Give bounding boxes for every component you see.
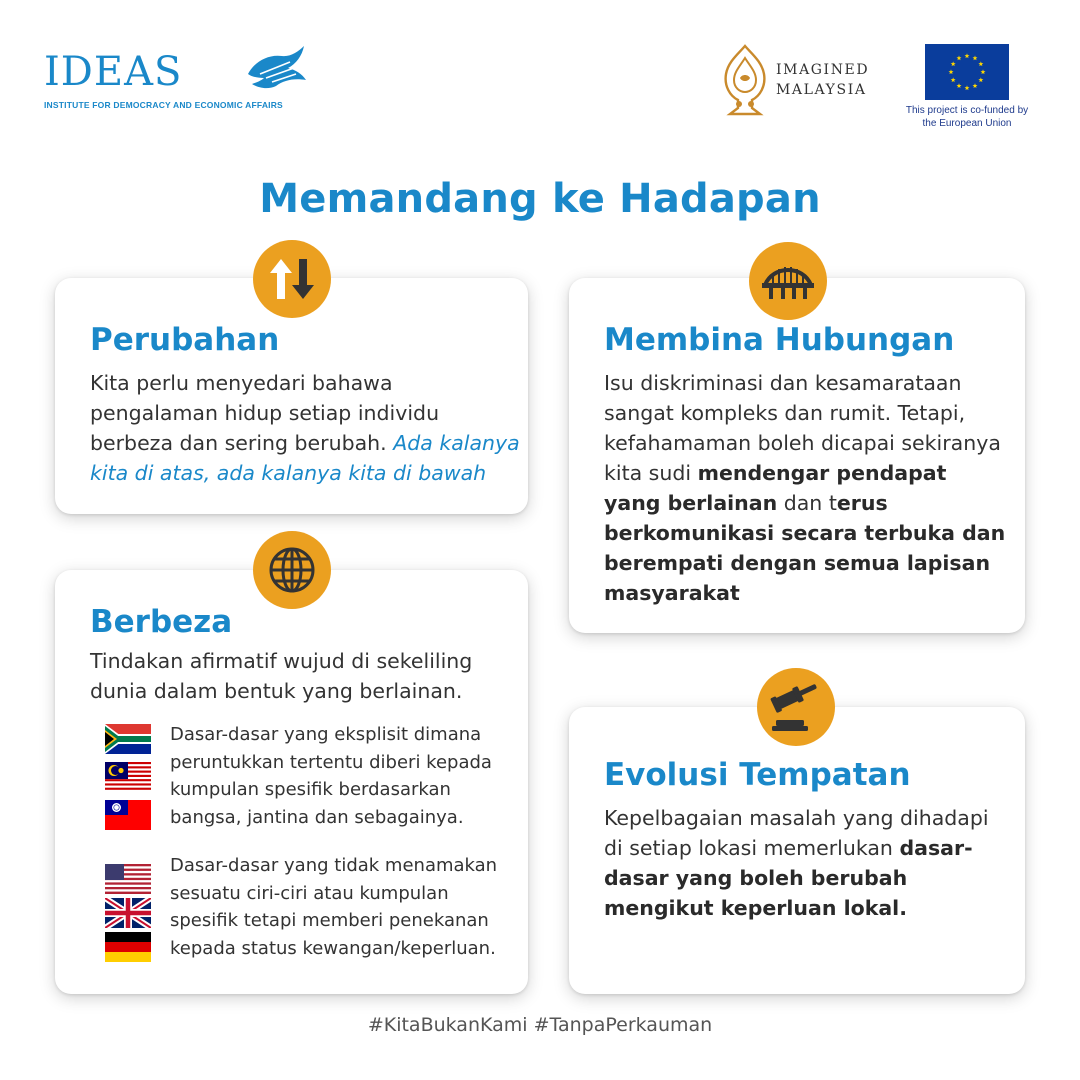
card-title: Perubahan bbox=[90, 322, 280, 358]
card-icon-badge bbox=[253, 240, 331, 318]
card-icon-badge bbox=[253, 531, 331, 609]
card-title: Evolusi Tempatan bbox=[604, 757, 911, 793]
imagined-malaysia-logo bbox=[722, 44, 902, 116]
imagined-malaysia-wordmark bbox=[776, 60, 869, 100]
imagined-malaysia-line2: MALAYSIA bbox=[776, 82, 867, 98]
ideas-logo-wordmark: IDEAS bbox=[44, 49, 183, 95]
card-body-text: dan t bbox=[783, 491, 837, 515]
flag-group-implicit-text: Dasar-dasar yang tidak menamakan sesuatu ciri-ciri atau kumpulan spesifik tetapi memberi penekanan kepada status kewangan/keperluan. bbox=[170, 855, 498, 959]
wayang-emblem-icon bbox=[722, 44, 768, 116]
card-body bbox=[604, 803, 994, 923]
imagined-malaysia-line1: IMAGINED bbox=[776, 62, 870, 78]
card-evolusi-tempatan bbox=[569, 707, 1025, 994]
south-africa-flag bbox=[105, 724, 151, 754]
card-body-text: Kepelbagaian masalah yang dihadapi di setiap lokasi memerlukan bbox=[604, 806, 989, 860]
bird-icon bbox=[244, 44, 308, 94]
card-body-text: Isu diskriminasi dan kesamarataan sangat kompleks dan rumit. Tetapi, kefahamaman boleh dicapai sekiranya kita sudi bbox=[604, 371, 1001, 485]
card-body-bold: mendengar pendapat yang berlainan bbox=[604, 461, 947, 515]
card-title: Membina Hubungan bbox=[604, 322, 955, 358]
taiwan-flag bbox=[105, 800, 151, 830]
malaysia-flag bbox=[105, 762, 151, 792]
flag-group-explicit-text: Dasar-dasar yang eksplisit dimana peruntukkan tertentu diberi kepada kumpulan spesifik berdasarkan bangsa, jantina dan sebagainya. bbox=[170, 724, 492, 828]
page-title: Memandang ke Hadapan bbox=[259, 176, 821, 222]
card-icon-badge bbox=[757, 668, 835, 746]
card-title: Berbeza bbox=[90, 604, 233, 640]
card-body-accent: Ada kalanya kita di atas, ada kalanya kita di bawah bbox=[90, 431, 520, 485]
eu-caption bbox=[892, 104, 1042, 130]
ideas-logo bbox=[44, 44, 284, 114]
card-body-bold: erus berkomunikasi secara terbuka dan berempati dengan semua lapisan masyarakat bbox=[604, 491, 1006, 605]
card-membina-hubungan bbox=[569, 278, 1025, 633]
ideas-logo-subtitle: INSTITUTE FOR DEMOCRACY AND ECONOMIC AFFAIRS bbox=[44, 100, 283, 110]
card-berbeza bbox=[55, 570, 528, 994]
uk-flag bbox=[105, 898, 151, 928]
card-body-bold: dasar-dasar yang boleh berubah mengikut keperluan lokal. bbox=[604, 836, 973, 920]
globe-icon bbox=[267, 545, 317, 595]
eu-caption-line1: This project is co-funded by bbox=[905, 105, 1029, 116]
up-down-arrows-icon bbox=[267, 257, 317, 301]
gavel-icon bbox=[770, 682, 822, 732]
germany-flag bbox=[105, 932, 151, 962]
card-icon-badge bbox=[749, 242, 827, 320]
card-body bbox=[90, 368, 520, 488]
bridge-icon bbox=[761, 261, 815, 301]
card-body: Tindakan afirmatif wujud di sekeliling dunia dalam bentuk yang berlainan. bbox=[90, 649, 473, 703]
card-body bbox=[604, 368, 1009, 608]
eu-flag-icon bbox=[925, 44, 1009, 100]
eu-caption-line2: the European Union bbox=[922, 118, 1012, 129]
hashtags: #KitaBukanKami #TanpaPerkauman bbox=[367, 1014, 713, 1036]
usa-flag bbox=[105, 864, 151, 894]
card-body-text: Kita perlu menyedari bahawa pengalaman hidup setiap individu berbeza dan sering berubah. bbox=[90, 371, 440, 455]
